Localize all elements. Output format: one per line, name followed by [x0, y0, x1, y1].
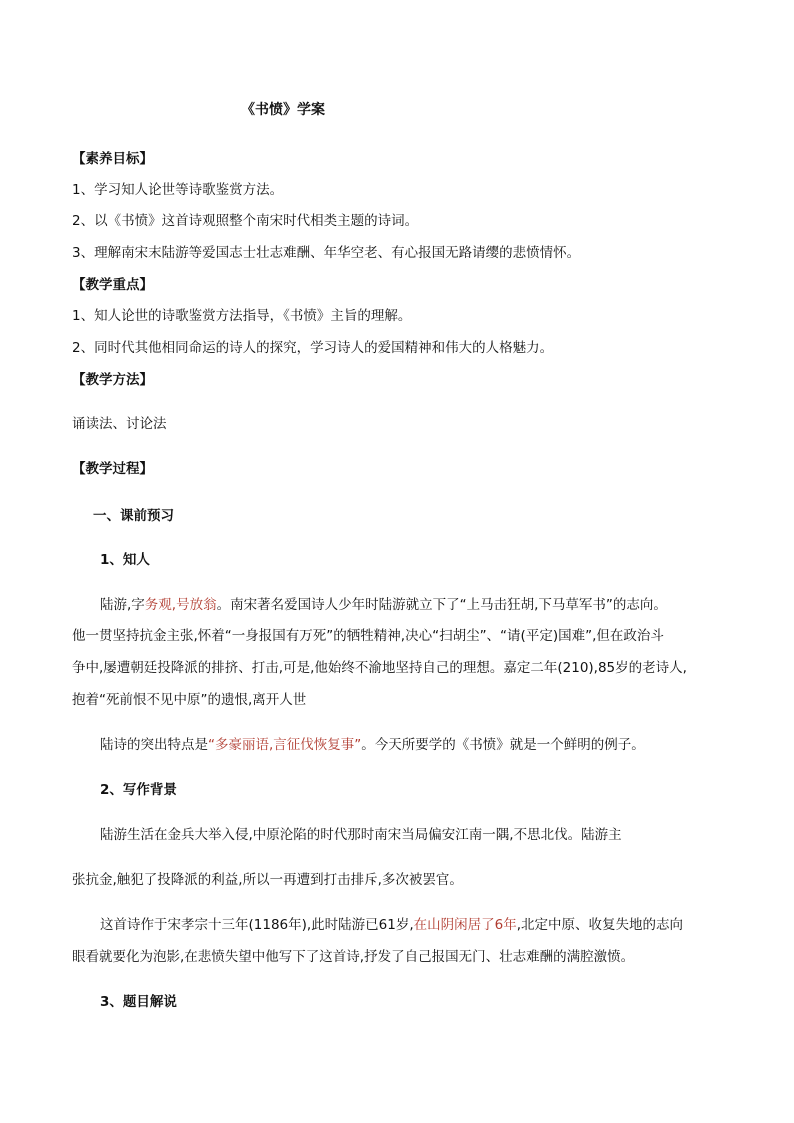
goal-item: 1、学习知人论世等诗歌鉴赏方法。: [72, 182, 284, 198]
text-run: ,北定中原、收复失地的志向: [516, 917, 684, 933]
goal-item: 2、以《书愤》这首诗观照整个南宋时代相类主题的诗词。: [72, 213, 419, 229]
key-point-item: 1、知人论世的诗歌鉴赏方法指导，《书愤》主旨的理解。: [72, 308, 412, 324]
paragraph-line: 眼看就要化为泡影,在悲愤失望中他写下了这首诗,抒发了自己报国无门、壮志难酬的满腔激愤。: [72, 949, 635, 965]
subsection-heading: 2、写作背景: [100, 782, 177, 798]
paragraph-line: 张抗金,触犯了投降派的利益,所以一再遭到打击排斥,多次被罢官。: [72, 872, 463, 888]
subsection-heading: 3、题目解说: [100, 994, 177, 1010]
key-points-heading: 【教学重点】: [72, 277, 153, 293]
page-title: 《书愤》学案: [241, 102, 325, 118]
paragraph-line: [100, 917, 683, 933]
methods-heading: 【教学方法】: [72, 372, 153, 388]
section-heading: 一、课前预习: [93, 508, 174, 524]
paragraph-line: 他一贯坚持抗金主张,怀着“一身报国有万死”的牺牲精神,决心“扫胡尘”、“请(平定)国难”,但在政治斗: [72, 628, 664, 644]
goal-item: 3、理解南宋末陆游等爱国志士壮志难酬、年华空老、有心报国无路请缨的悲愤情怀。: [72, 245, 581, 261]
text-run: 这首诗作于宋孝宗十三年(1186年),此时陆游已61岁,: [100, 917, 414, 933]
paragraph-line: 陆游生活在金兵大举入侵,中原沦陷的时代那时南宋当局偏安江南一隅,不思北伐。陆游主: [100, 827, 622, 843]
goals-heading: 【素养目标】: [72, 151, 153, 167]
highlighted-text: “多豪丽语,言征伐恢复事”: [208, 737, 362, 753]
text-run: 陆诗的突出特点是: [100, 737, 208, 753]
methods-text: 诵读法、讨论法: [72, 416, 167, 432]
text-run: 。今天所要学的《书愤》就是一个鲜明的例子。: [361, 737, 645, 753]
paragraph-line: 争中,屡遭朝廷投降派的排挤、打击,可是,他始终不渝地坚持自己的理想。嘉定二年(210),85岁的老诗人,: [72, 660, 687, 676]
paragraph-line: 抱着“死前恨不见中原”的遗恨,离开人世: [72, 692, 307, 708]
text-run: 。南宋著名爱国诗人少年时陆游就立下了“上马击狂胡,下马草军书”的志向。: [216, 597, 667, 613]
text-run: 陆游,字: [100, 597, 145, 613]
paragraph-line: [100, 597, 667, 613]
process-heading: 【教学过程】: [72, 461, 153, 477]
paragraph-line: [100, 737, 645, 753]
subsection-heading: 1、知人: [100, 552, 150, 568]
key-point-item: 2、同时代其他相同命运的诗人的探究，学习诗人的爱国精神和伟大的人格魅力。: [72, 340, 554, 356]
highlighted-text: 务观,号放翁: [144, 597, 217, 613]
highlighted-text: 在山阴闲居了6年: [413, 917, 517, 933]
